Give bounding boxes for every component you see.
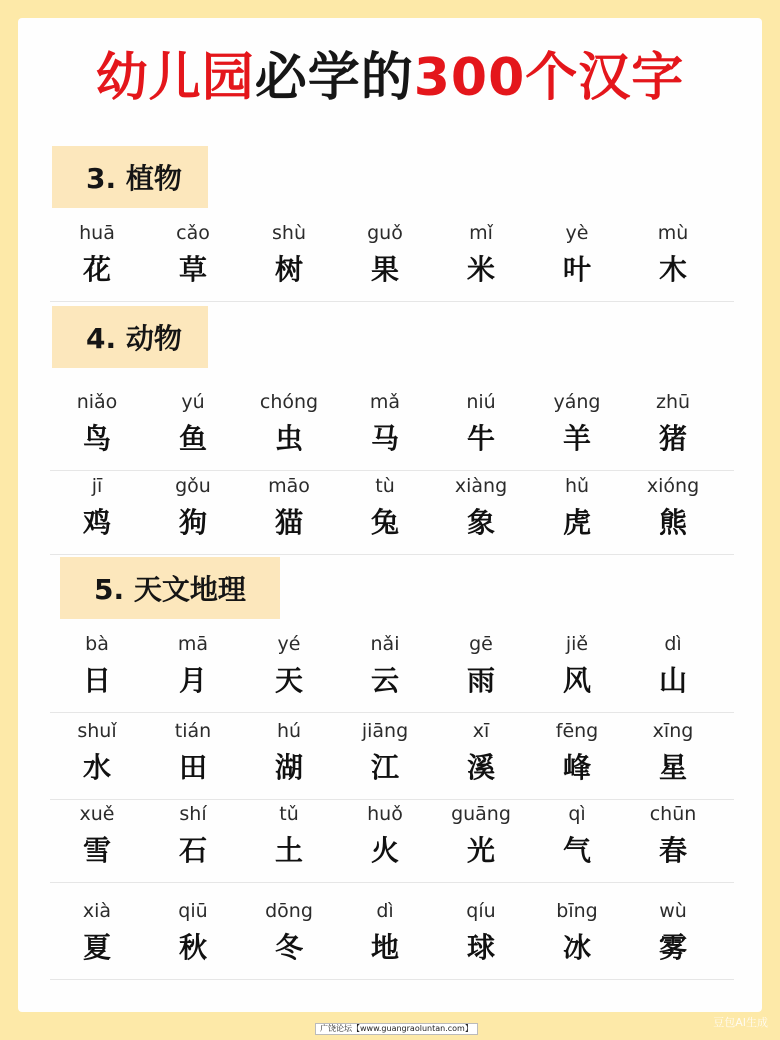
hanzi-character: 牛 (466, 422, 495, 455)
watermark: 豆包AI生成 (713, 1016, 768, 1029)
hanzi-character: 象 (466, 506, 495, 539)
pinyin-label: māo (268, 475, 310, 497)
char-cell (145, 801, 241, 871)
char-cell (241, 220, 337, 290)
char-cell (625, 631, 721, 701)
pinyin-label: guǒ (367, 222, 403, 244)
title-part-1: 幼儿园 (95, 48, 255, 108)
char-row (50, 801, 734, 883)
pinyin-label: dì (376, 900, 394, 922)
hanzi-character: 溪 (466, 751, 495, 784)
pinyin-label: xióng (646, 475, 700, 497)
char-cell (49, 473, 145, 543)
hanzi-character: 石 (178, 834, 207, 867)
char-cell (337, 718, 433, 788)
char-cell (49, 631, 145, 701)
pinyin-label: huā (79, 222, 115, 244)
char-cell (433, 473, 529, 543)
hanzi-character: 虫 (274, 422, 303, 455)
title-part-3: 300个汉字 (413, 48, 685, 108)
char-cell (241, 473, 337, 543)
section-heading-animals: 4. 动物 (52, 306, 208, 368)
pinyin-label: cǎo (176, 222, 210, 244)
pinyin-label: tù (375, 475, 395, 497)
char-cell (529, 898, 625, 968)
pinyin-label: bà (85, 633, 109, 655)
hanzi-character: 雪 (82, 834, 111, 867)
hanzi-character: 狗 (178, 506, 207, 539)
pinyin-label: chūn (649, 803, 697, 825)
char-cell (625, 389, 721, 459)
title-part-2: 必学的 (254, 48, 414, 108)
pinyin-label: huǒ (367, 803, 403, 825)
char-cell (433, 389, 529, 459)
char-cell (433, 220, 529, 290)
pinyin-label: qì (568, 803, 586, 825)
pinyin-label: qíu (466, 900, 496, 922)
char-cell (529, 389, 625, 459)
char-cell (337, 898, 433, 968)
pinyin-label: yè (565, 222, 589, 244)
hanzi-character: 水 (82, 751, 111, 784)
char-cell (49, 898, 145, 968)
pinyin-label: yáng (553, 391, 601, 413)
char-cell (49, 718, 145, 788)
hanzi-character: 叶 (562, 253, 591, 286)
hanzi-character: 天 (274, 664, 303, 697)
hanzi-character: 山 (658, 664, 687, 697)
pinyin-label: yé (277, 633, 301, 655)
char-cell (337, 389, 433, 459)
footer-source-label: 广饶论坛【www.guangraoluntan.com】 (315, 1023, 478, 1035)
hanzi-character: 土 (274, 834, 303, 867)
pinyin-label: jiě (565, 633, 589, 655)
hanzi-character: 地 (370, 931, 399, 964)
pinyin-label: hǔ (564, 475, 590, 497)
char-cell (433, 631, 529, 701)
pinyin-label: chóng (259, 391, 319, 413)
char-row (50, 389, 734, 471)
char-cell (337, 801, 433, 871)
char-row (50, 718, 734, 800)
pinyin-label: nǎi (370, 633, 400, 655)
char-cell (241, 801, 337, 871)
hanzi-character: 冰 (562, 931, 591, 964)
char-cell (529, 473, 625, 543)
char-cell (145, 718, 241, 788)
pinyin-label: niǎo (76, 391, 118, 413)
pinyin-label: shù (272, 222, 306, 244)
hanzi-character: 火 (370, 834, 399, 867)
char-cell (49, 389, 145, 459)
hanzi-character: 猪 (658, 422, 687, 455)
char-cell (241, 389, 337, 459)
hanzi-character: 猫 (274, 506, 303, 539)
hanzi-character: 木 (658, 253, 687, 286)
pinyin-label: gǒu (175, 475, 211, 497)
char-row (50, 473, 734, 555)
hanzi-character: 田 (178, 751, 207, 784)
char-row (50, 898, 734, 980)
pinyin-label: mǎ (369, 391, 401, 413)
hanzi-character: 月 (178, 664, 207, 697)
pinyin-label: gē (469, 633, 493, 655)
pinyin-label: xī (472, 720, 490, 742)
hanzi-character: 鸡 (82, 506, 111, 539)
char-cell (145, 220, 241, 290)
pinyin-label: xià (82, 900, 112, 922)
char-cell (49, 801, 145, 871)
char-cell (241, 718, 337, 788)
hanzi-character: 米 (466, 253, 495, 286)
hanzi-character: 秋 (178, 931, 207, 964)
pinyin-label: zhū (655, 391, 691, 413)
pinyin-label: dōng (265, 900, 313, 922)
page-title (0, 46, 780, 110)
pinyin-label: hú (276, 720, 302, 742)
char-cell (241, 898, 337, 968)
pinyin-label: jī (91, 475, 103, 497)
hanzi-character: 峰 (562, 751, 591, 784)
char-cell (625, 473, 721, 543)
char-cell (337, 631, 433, 701)
hanzi-character: 风 (562, 664, 591, 697)
pinyin-label: guāng (451, 803, 511, 825)
char-cell (145, 898, 241, 968)
hanzi-character: 湖 (274, 751, 303, 784)
pinyin-label: fēng (555, 720, 599, 742)
hanzi-character: 鱼 (178, 422, 207, 455)
hanzi-character: 果 (370, 253, 399, 286)
hanzi-character: 星 (658, 751, 687, 784)
pinyin-label: mā (177, 633, 209, 655)
pinyin-label: xiàng (454, 475, 508, 497)
char-cell (433, 898, 529, 968)
hanzi-character: 马 (370, 422, 399, 455)
char-cell (145, 389, 241, 459)
pinyin-label: xīng (652, 720, 694, 742)
pinyin-label: xuě (79, 803, 115, 825)
hanzi-character: 春 (658, 834, 687, 867)
hanzi-character: 树 (274, 253, 303, 286)
hanzi-character: 熊 (658, 506, 687, 539)
hanzi-character: 草 (178, 253, 207, 286)
char-cell (337, 473, 433, 543)
pinyin-label: shí (179, 803, 207, 825)
char-cell (337, 220, 433, 290)
char-cell (433, 801, 529, 871)
char-cell (529, 718, 625, 788)
hanzi-character: 江 (370, 751, 399, 784)
char-cell (529, 220, 625, 290)
hanzi-character: 夏 (82, 931, 111, 964)
char-cell (625, 898, 721, 968)
char-cell (49, 220, 145, 290)
hanzi-character: 虎 (562, 506, 591, 539)
hanzi-character: 雾 (658, 931, 687, 964)
hanzi-character: 羊 (562, 422, 591, 455)
hanzi-character: 球 (466, 931, 495, 964)
pinyin-label: qiū (178, 900, 208, 922)
hanzi-character: 气 (562, 834, 591, 867)
hanzi-character: 鸟 (82, 422, 111, 455)
char-row (50, 631, 734, 713)
hanzi-character: 兔 (370, 506, 399, 539)
hanzi-character: 雨 (466, 664, 495, 697)
char-cell (145, 631, 241, 701)
pinyin-label: bīng (556, 900, 598, 922)
pinyin-label: niú (466, 391, 496, 413)
char-cell (529, 631, 625, 701)
char-cell (625, 718, 721, 788)
char-cell (241, 631, 337, 701)
pinyin-label: jiāng (361, 720, 409, 742)
hanzi-character: 云 (370, 664, 399, 697)
pinyin-label: mǐ (469, 222, 493, 244)
pinyin-label: mù (657, 222, 689, 244)
char-cell (529, 801, 625, 871)
char-cell (145, 473, 241, 543)
char-row (50, 220, 734, 302)
hanzi-character: 光 (466, 834, 495, 867)
char-cell (433, 718, 529, 788)
pinyin-label: dì (664, 633, 682, 655)
pinyin-label: yú (181, 391, 205, 413)
char-cell (625, 220, 721, 290)
section-heading-plants: 3. 植物 (52, 146, 208, 208)
pinyin-label: wù (659, 900, 687, 922)
hanzi-character: 日 (82, 664, 111, 697)
pinyin-label: shuǐ (77, 720, 117, 742)
pinyin-label: tǔ (279, 803, 299, 825)
hanzi-character: 冬 (274, 931, 303, 964)
section-heading-nature: 5. 天文地理 (60, 557, 280, 619)
pinyin-label: tián (174, 720, 212, 742)
hanzi-character: 花 (82, 253, 111, 286)
char-cell (625, 801, 721, 871)
